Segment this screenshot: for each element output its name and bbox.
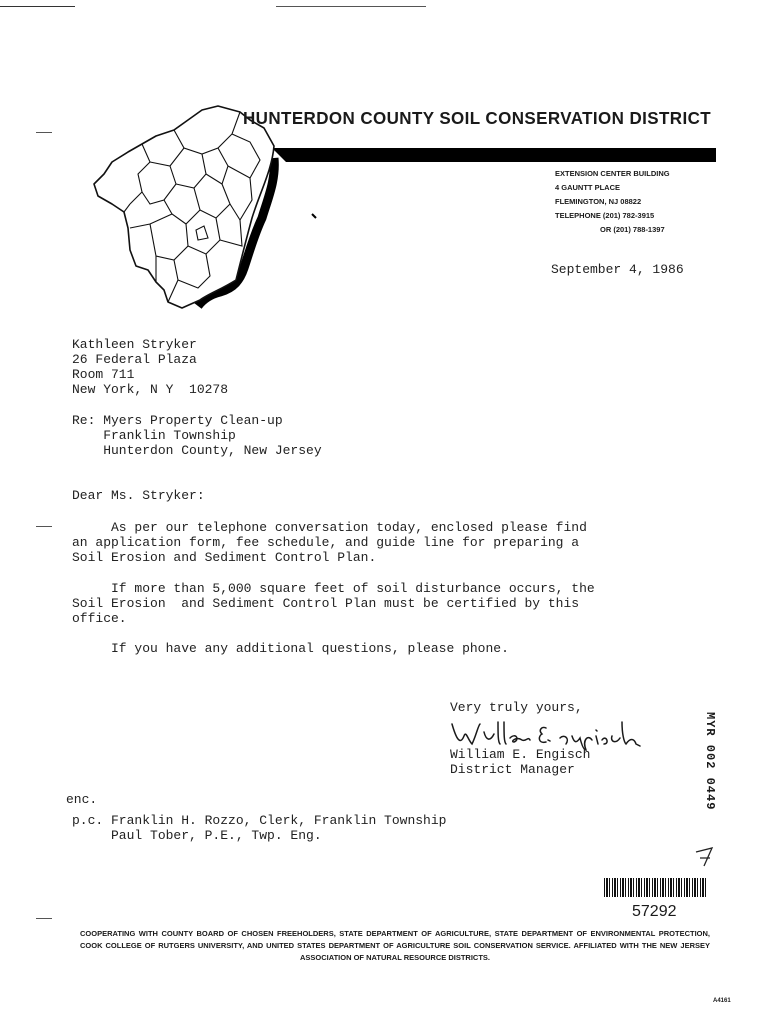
body-line: As per our telephone conversation today, enclosed please find: [72, 520, 587, 535]
letter-date: September 4, 1986: [551, 262, 684, 277]
handwritten-mark: [694, 846, 716, 868]
address-line: 4 GAUNTT PLACE: [555, 183, 621, 192]
letterhead-footer: COOPERATING WITH COUNTY BOARD OF CHOSEN FREEHOLDERS, STATE DEPARTMENT OF AGRICULTURE, STATE DEPARTMENT OF ENVIRONMENTAL PROTECTION, COOK COLLEGE OF RUTGERS UNIVERSITY, AND UNITED STATES DEPARTMENT OF AGRICULTURE SOIL CONSERVATION SERVICE. AFFILIATED WITH THE NEW JERSEY ASSOCIATION OF NATURAL RESOURCE DISTRICTS.: [80, 929, 710, 962]
recipient-line: New York, N Y 10278: [72, 382, 229, 397]
address-line: FLEMINGTON, NJ 08822: [555, 197, 642, 206]
body-paragraph: [72, 520, 672, 565]
body-line: office.: [72, 611, 127, 626]
organization-name: HUNTERDON COUNTY SOIL CONSERVATION DISTRICT: [243, 108, 712, 129]
recipient-line: Room 711: [72, 367, 135, 382]
margin-mark: [36, 526, 52, 527]
address-line: EXTENSION CENTER BUILDING: [555, 169, 670, 178]
subject-line: Hunterdon County, New Jersey: [72, 443, 322, 458]
barcode: [604, 878, 708, 897]
body-paragraph: [72, 641, 672, 656]
valediction: Very truly yours,: [450, 700, 583, 715]
margin-mark: [36, 918, 52, 919]
recipient-line: 26 Federal Plaza: [72, 352, 197, 367]
county-outline: [94, 106, 274, 308]
document-number: 57292: [632, 903, 677, 920]
body-paragraph: [72, 581, 672, 626]
letterhead-bar: [272, 148, 716, 162]
enclosure-note: enc.: [66, 792, 98, 807]
recipient-block: [72, 337, 228, 397]
body-line: Soil Erosion and Sediment Control Plan must be certified by this: [72, 596, 580, 611]
signer-title: District Manager: [450, 762, 575, 777]
body-line: If you have any additional questions, please phone.: [72, 641, 509, 656]
subject-line: Franklin Township: [72, 428, 236, 443]
signer-name: William E. Engisch: [450, 747, 591, 762]
margin-mark: [36, 132, 52, 133]
copies-line: p.c. Franklin H. Rozzo, Clerk, Franklin Township: [72, 813, 447, 828]
copies-block: [72, 813, 446, 843]
subject-block: [72, 413, 322, 458]
side-stamp: MYR 002 0449: [703, 712, 717, 811]
corner-code: A4161: [713, 998, 731, 1004]
address-line: TELEPHONE (201) 782-3915: [555, 211, 655, 220]
address-line: OR (201) 788-1397: [600, 225, 665, 234]
body-line: an application form, fee schedule, and guide line for preparing a: [72, 535, 580, 550]
body-line: If more than 5,000 square feet of soil disturbance occurs, the: [72, 581, 595, 596]
salutation: Dear Ms. Stryker:: [72, 488, 205, 503]
organization-address: [555, 167, 670, 237]
body-line: Soil Erosion and Sediment Control Plan.: [72, 550, 377, 565]
recipient-line: Kathleen Stryker: [72, 337, 197, 352]
scan-mark-top-left: [0, 6, 75, 7]
scan-mark-top-center: [276, 6, 426, 7]
copies-line: Paul Tober, P.E., Twp. Eng.: [72, 828, 322, 843]
subject-line: Re: Myers Property Clean-up: [72, 413, 283, 428]
